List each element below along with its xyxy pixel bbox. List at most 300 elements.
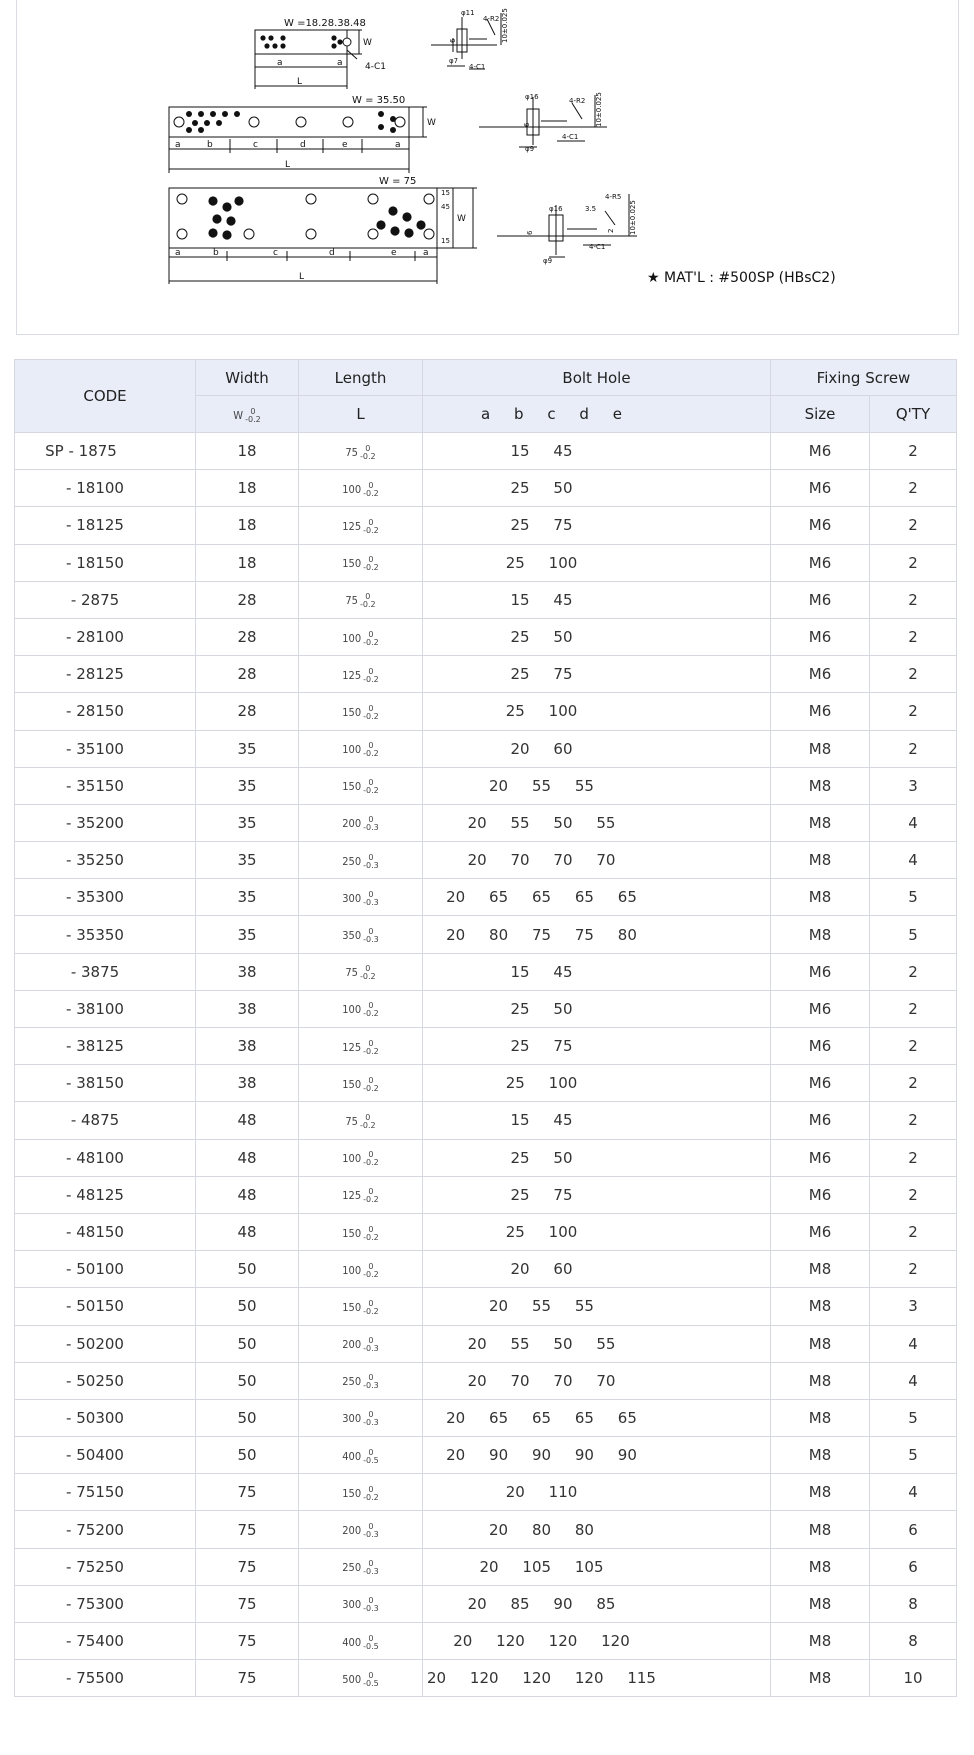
table-row — [15, 730, 957, 767]
cell-qty: 2 — [870, 656, 957, 693]
label-15-1: 15 — [441, 189, 450, 197]
length-value: 200 — [342, 1338, 362, 1352]
header-fixing-screw: Fixing Screw — [771, 360, 957, 396]
cell-width: 18 — [196, 433, 299, 470]
cell-size: M6 — [771, 1028, 870, 1065]
table-row — [15, 1028, 957, 1065]
cell-length — [299, 1325, 423, 1362]
table-row — [15, 1511, 957, 1548]
length-tol-bottom: -0.2 — [363, 1009, 379, 1019]
length-value: 125 — [342, 519, 362, 533]
length-value: 100 — [342, 631, 362, 645]
length-tol-bottom: -0.5 — [363, 1455, 379, 1465]
length-value: 100 — [342, 1152, 362, 1166]
cell-length — [299, 1511, 423, 1548]
cell-bolt-holes — [423, 1548, 771, 1585]
cell-width: 75 — [196, 1548, 299, 1585]
cell-code: - 50100 — [15, 1251, 196, 1288]
cell-code: SP - 1875 — [15, 433, 196, 470]
cell-width: 50 — [196, 1437, 299, 1474]
cell-code: - 4875 — [15, 1102, 196, 1139]
plate-large — [169, 188, 437, 248]
cell-code: - 35200 — [15, 804, 196, 841]
label-a-2: a — [337, 58, 343, 68]
cell-qty: 2 — [870, 470, 957, 507]
length-value: 200 — [342, 817, 362, 831]
cell-code: - 38150 — [15, 1065, 196, 1102]
label-r2-2: 4-R2 — [569, 97, 586, 105]
label-c1-4: 4-C1 — [589, 243, 606, 251]
cell-bolt-holes — [423, 544, 771, 581]
cell-bolt-holes — [423, 1437, 771, 1474]
cell-bolt-holes — [423, 730, 771, 767]
table-row — [15, 1065, 957, 1102]
cell-width: 75 — [196, 1511, 299, 1548]
length-tol-bottom: -0.3 — [363, 1381, 379, 1391]
cell-size: M8 — [771, 1325, 870, 1362]
length-value: 75 — [345, 966, 358, 980]
label-d-2: d — [329, 248, 335, 258]
cell-bolt-holes — [423, 1585, 771, 1622]
cell-qty: 4 — [870, 1474, 957, 1511]
cell-size: M8 — [771, 1437, 870, 1474]
cell-qty: 2 — [870, 507, 957, 544]
cell-code: - 50200 — [15, 1325, 196, 1362]
bolt-values: 15 45 — [510, 962, 573, 981]
cell-code: - 75500 — [15, 1660, 196, 1697]
cell-qty: 2 — [870, 1102, 957, 1139]
cell-code: - 75200 — [15, 1511, 196, 1548]
cell-size: M8 — [771, 879, 870, 916]
table-row — [15, 1585, 957, 1622]
cell-code: - 75400 — [15, 1623, 196, 1660]
cell-length — [299, 953, 423, 990]
length-tol-top: 0 — [365, 443, 371, 453]
table-row — [15, 767, 957, 804]
cell-bolt-holes — [423, 879, 771, 916]
table-row — [15, 693, 957, 730]
label-tol-3: 10±0.025 — [629, 200, 637, 235]
length-value: 150 — [342, 557, 362, 571]
cell-qty: 2 — [870, 433, 957, 470]
cell-qty: 5 — [870, 879, 957, 916]
length-tol-top: 0 — [368, 1336, 374, 1346]
length-tol-top: 0 — [368, 1187, 374, 1197]
cell-width: 50 — [196, 1325, 299, 1362]
cell-length — [299, 804, 423, 841]
length-tol-bottom: -0.3 — [363, 823, 379, 833]
length-value: 75 — [345, 594, 358, 608]
length-tol-bottom: -0.2 — [363, 786, 379, 796]
cell-length — [299, 879, 423, 916]
cell-bolt-holes — [423, 842, 771, 879]
cell-width: 35 — [196, 804, 299, 841]
cell-code: - 75150 — [15, 1474, 196, 1511]
cell-length — [299, 1623, 423, 1660]
length-value: 150 — [342, 1486, 362, 1500]
cell-width: 35 — [196, 730, 299, 767]
length-tol-top: 0 — [368, 1150, 374, 1160]
bolt-values: 25 100 — [505, 702, 578, 721]
length-value: 300 — [342, 1598, 362, 1612]
bolt-values: 20 65 65 65 65 — [446, 1408, 637, 1427]
length-tol-bottom: -0.2 — [363, 488, 379, 498]
length-tol-top: 0 — [368, 1224, 374, 1234]
label-a-3: a — [175, 140, 181, 150]
bolt-values: 25 75 — [510, 1037, 573, 1056]
cell-width: 18 — [196, 470, 299, 507]
label-r2-1: 4-R2 — [483, 15, 500, 23]
cell-code: - 28125 — [15, 656, 196, 693]
cell-qty: 2 — [870, 618, 957, 655]
cell-qty: 5 — [870, 1399, 957, 1436]
length-value: 250 — [342, 1561, 362, 1575]
cell-length — [299, 581, 423, 618]
label-6-3: 6 — [526, 230, 534, 235]
cell-width: 28 — [196, 618, 299, 655]
length-tol-bottom: -0.3 — [363, 1344, 379, 1354]
cell-bolt-holes — [423, 581, 771, 618]
length-tol-top: 0 — [368, 517, 374, 527]
cell-length — [299, 730, 423, 767]
cell-width: 38 — [196, 990, 299, 1027]
label-e-2: e — [391, 248, 397, 258]
length-tol-bottom: -0.2 — [363, 525, 379, 535]
cell-size: M6 — [771, 618, 870, 655]
cell-code: - 35300 — [15, 879, 196, 916]
table-row — [15, 1176, 957, 1213]
bolt-values: 15 45 — [510, 590, 573, 609]
cell-bolt-holes — [423, 916, 771, 953]
spec-table — [14, 359, 957, 1697]
cell-bolt-holes — [423, 1028, 771, 1065]
header-size: Size — [771, 396, 870, 433]
length-tol-top: 0 — [368, 852, 374, 862]
header-width-sub — [196, 396, 299, 433]
table-row — [15, 1548, 957, 1585]
length-value: 400 — [342, 1635, 362, 1649]
length-value: 150 — [342, 1300, 362, 1314]
length-value: 125 — [342, 1040, 362, 1054]
length-value: 100 — [342, 743, 362, 757]
cell-bolt-holes — [423, 1623, 771, 1660]
cell-length — [299, 693, 423, 730]
cell-width: 28 — [196, 656, 299, 693]
cell-bolt-holes — [423, 1065, 771, 1102]
cell-size: M6 — [771, 470, 870, 507]
header-code: CODE — [15, 360, 196, 433]
cell-qty: 4 — [870, 842, 957, 879]
length-value: 100 — [342, 482, 362, 496]
cell-bolt-holes — [423, 618, 771, 655]
cell-qty: 4 — [870, 1325, 957, 1362]
label-45: 45 — [441, 203, 450, 211]
label-c-1: c — [253, 140, 258, 150]
cell-qty: 4 — [870, 1362, 957, 1399]
bolt-values: 25 50 — [510, 479, 573, 498]
cell-size: M8 — [771, 1623, 870, 1660]
length-tol-bottom: -0.3 — [363, 860, 379, 870]
cell-length — [299, 1437, 423, 1474]
length-tol-top: 0 — [368, 1447, 374, 1457]
cell-qty: 6 — [870, 1548, 957, 1585]
length-tol-top: 0 — [368, 1261, 374, 1271]
length-tol-bottom: -0.2 — [359, 600, 376, 610]
cell-width: 75 — [196, 1660, 299, 1697]
bolt-values: 15 45 — [510, 442, 573, 461]
label-l-2: L — [285, 160, 291, 170]
label-c-2: c — [273, 248, 278, 258]
label-6-2: 6 — [523, 122, 531, 127]
label-a-6: a — [423, 248, 429, 258]
label-l-3: L — [299, 272, 305, 282]
length-tol-top: 0 — [368, 1298, 374, 1308]
cell-length — [299, 916, 423, 953]
table-row — [15, 507, 957, 544]
bolt-values: 25 100 — [505, 1074, 578, 1093]
cell-qty: 10 — [870, 1660, 957, 1697]
cell-width: 48 — [196, 1213, 299, 1250]
table-row — [15, 1660, 957, 1697]
length-value: 100 — [342, 1003, 362, 1017]
length-tol-top: 0 — [368, 1633, 374, 1643]
cell-qty: 2 — [870, 1176, 957, 1213]
cell-qty: 2 — [870, 1213, 957, 1250]
cell-size: M8 — [771, 842, 870, 879]
label-d-1: d — [300, 140, 306, 150]
label-phi16-1: φ16 — [525, 93, 539, 101]
length-tol-top: 0 — [368, 629, 374, 639]
length-tol-bottom: -0.2 — [363, 749, 379, 759]
cell-width: 35 — [196, 767, 299, 804]
label-2: 2 — [607, 228, 615, 233]
table-row — [15, 1288, 957, 1325]
header-length-sub: L — [299, 396, 423, 433]
length-value: 150 — [342, 705, 362, 719]
cell-code: - 3875 — [15, 953, 196, 990]
length-tol-bottom: -0.2 — [363, 1232, 379, 1242]
bolt-values: 20 120 120 120 115 — [427, 1669, 656, 1688]
length-tol-top: 0 — [368, 703, 374, 713]
length-tol-bottom: -0.3 — [363, 1530, 379, 1540]
bolt-letters: a b c d e — [480, 405, 623, 423]
label-w-3: W — [457, 214, 466, 224]
length-value: 150 — [342, 1226, 362, 1240]
length-tol-bottom: -0.3 — [363, 1418, 379, 1428]
length-value: 250 — [342, 854, 362, 868]
width-tol-top: 0 — [250, 406, 256, 416]
cell-bolt-holes — [423, 693, 771, 730]
cell-size: M8 — [771, 1362, 870, 1399]
cell-code: - 18125 — [15, 507, 196, 544]
table-row — [15, 1139, 957, 1176]
label-e-1: e — [342, 140, 348, 150]
length-tol-bottom: -0.2 — [363, 1269, 379, 1279]
cell-code: - 18150 — [15, 544, 196, 581]
cell-size: M8 — [771, 804, 870, 841]
cell-size: M8 — [771, 1548, 870, 1585]
label-tol-2: 10±0.025 — [595, 92, 603, 127]
cell-bolt-holes — [423, 1511, 771, 1548]
cell-qty: 2 — [870, 990, 957, 1027]
table-row — [15, 1362, 957, 1399]
label-b-2: b — [213, 248, 219, 258]
cell-length — [299, 507, 423, 544]
length-tol-top: 0 — [368, 480, 374, 490]
cell-code: - 35350 — [15, 916, 196, 953]
cell-length — [299, 470, 423, 507]
cell-width: 28 — [196, 581, 299, 618]
length-tol-bottom: -0.3 — [363, 897, 379, 907]
cell-qty: 8 — [870, 1623, 957, 1660]
cell-bolt-holes — [423, 990, 771, 1027]
bolt-values: 20 90 90 90 90 — [446, 1446, 637, 1465]
table-row — [15, 990, 957, 1027]
length-tol-bottom: -0.2 — [363, 1158, 379, 1168]
cell-size: M8 — [771, 1399, 870, 1436]
cell-code: - 35250 — [15, 842, 196, 879]
cell-size: M6 — [771, 544, 870, 581]
length-value: 350 — [342, 929, 362, 943]
label-w-small: W =18.28.38.48 — [284, 18, 366, 29]
label-c1-2: 4-C1 — [469, 63, 486, 71]
header-qty: Q'TY — [870, 396, 957, 433]
cell-code: - 2875 — [15, 581, 196, 618]
length-tol-bottom: -0.3 — [363, 1567, 379, 1577]
length-tol-bottom: -0.2 — [363, 637, 379, 647]
length-tol-bottom: -0.2 — [363, 1492, 379, 1502]
label-a-5: a — [175, 248, 181, 258]
cell-bolt-holes — [423, 470, 771, 507]
cell-width: 35 — [196, 916, 299, 953]
header-length: Length — [299, 360, 423, 396]
width-sub-label: W — [233, 408, 244, 422]
cell-width: 38 — [196, 1028, 299, 1065]
cell-size: M8 — [771, 1511, 870, 1548]
table-row — [15, 916, 957, 953]
label-15-2: 15 — [441, 237, 450, 245]
cell-width: 38 — [196, 1065, 299, 1102]
length-tol-bottom: -0.2 — [363, 1046, 379, 1056]
cell-size: M6 — [771, 1102, 870, 1139]
bolt-values: 20 60 — [510, 739, 573, 758]
cell-bolt-holes — [423, 1660, 771, 1697]
length-tol-bottom: -0.2 — [363, 1306, 379, 1316]
cell-code: - 50150 — [15, 1288, 196, 1325]
cell-code: - 18100 — [15, 470, 196, 507]
length-tol-top: 0 — [368, 1559, 374, 1569]
length-tol-top: 0 — [368, 1075, 374, 1085]
cell-qty: 2 — [870, 1251, 957, 1288]
length-value: 200 — [342, 1524, 362, 1538]
cell-size: M8 — [771, 916, 870, 953]
cell-length — [299, 1065, 423, 1102]
cell-width: 28 — [196, 693, 299, 730]
cell-size: M8 — [771, 1288, 870, 1325]
length-tol-top: 0 — [368, 1373, 374, 1383]
cell-width: 35 — [196, 842, 299, 879]
length-tol-top: 0 — [368, 815, 374, 825]
length-tol-bottom: -0.2 — [363, 1083, 379, 1093]
cell-size: M8 — [771, 1251, 870, 1288]
cell-bolt-holes — [423, 804, 771, 841]
cell-qty: 2 — [870, 1139, 957, 1176]
bolt-values: 20 80 75 75 80 — [446, 925, 637, 944]
label-phi9-2: φ9 — [543, 257, 553, 265]
length-tol-top: 0 — [365, 592, 371, 602]
header-bolt-sub — [423, 396, 771, 433]
length-value: 300 — [342, 891, 362, 905]
length-value: 75 — [345, 1114, 358, 1128]
cell-size: M6 — [771, 1065, 870, 1102]
length-tol-bottom: -0.2 — [359, 972, 376, 982]
length-tol-top: 0 — [368, 666, 374, 676]
length-value: 250 — [342, 1375, 362, 1389]
width-tol-bottom: -0.2 — [245, 414, 261, 424]
cell-bolt-holes — [423, 953, 771, 990]
cell-length — [299, 990, 423, 1027]
bolt-values: 25 50 — [510, 999, 573, 1018]
cell-length — [299, 1213, 423, 1250]
cell-bolt-holes — [423, 1251, 771, 1288]
length-tol-bottom: -0.3 — [363, 935, 379, 945]
cell-bolt-holes — [423, 1474, 771, 1511]
cell-qty: 8 — [870, 1585, 957, 1622]
label-l-1: L — [297, 77, 303, 87]
label-tol-1: 10±0.025 — [501, 8, 509, 43]
cell-qty: 3 — [870, 1288, 957, 1325]
cell-width: 50 — [196, 1362, 299, 1399]
cell-size: M6 — [771, 507, 870, 544]
cell-width: 18 — [196, 544, 299, 581]
cell-size: M6 — [771, 693, 870, 730]
length-tol-bottom: -0.5 — [363, 1678, 379, 1688]
label-w-2: W — [427, 118, 436, 128]
cell-length — [299, 544, 423, 581]
cell-qty: 2 — [870, 953, 957, 990]
length-value: 100 — [342, 1263, 362, 1277]
length-tol-top: 0 — [368, 741, 374, 751]
bolt-values: 25 75 — [510, 516, 573, 535]
cell-width: 18 — [196, 507, 299, 544]
label-a-1: a — [277, 58, 283, 68]
cell-code: - 50250 — [15, 1362, 196, 1399]
cell-size: M8 — [771, 730, 870, 767]
cell-qty: 2 — [870, 730, 957, 767]
bolt-values: 20 55 55 — [489, 776, 594, 795]
bolt-values: 20 55 50 55 — [467, 1334, 616, 1353]
cell-size: M6 — [771, 581, 870, 618]
length-tol-top: 0 — [368, 1410, 374, 1420]
table-row — [15, 804, 957, 841]
cell-code: - 50400 — [15, 1437, 196, 1474]
cell-length — [299, 1474, 423, 1511]
cell-length — [299, 1102, 423, 1139]
cell-length — [299, 1585, 423, 1622]
cell-size: M8 — [771, 767, 870, 804]
table-row — [15, 1325, 957, 1362]
bolt-values: 20 70 70 70 — [467, 851, 616, 870]
label-phi11: φ11 — [461, 9, 475, 17]
table-row — [15, 581, 957, 618]
length-tol-top: 0 — [368, 555, 374, 565]
cell-width: 35 — [196, 879, 299, 916]
length-tol-bottom: -0.2 — [363, 711, 379, 721]
cell-width: 50 — [196, 1288, 299, 1325]
cell-size: M8 — [771, 1474, 870, 1511]
table-row — [15, 470, 957, 507]
cell-length — [299, 1028, 423, 1065]
